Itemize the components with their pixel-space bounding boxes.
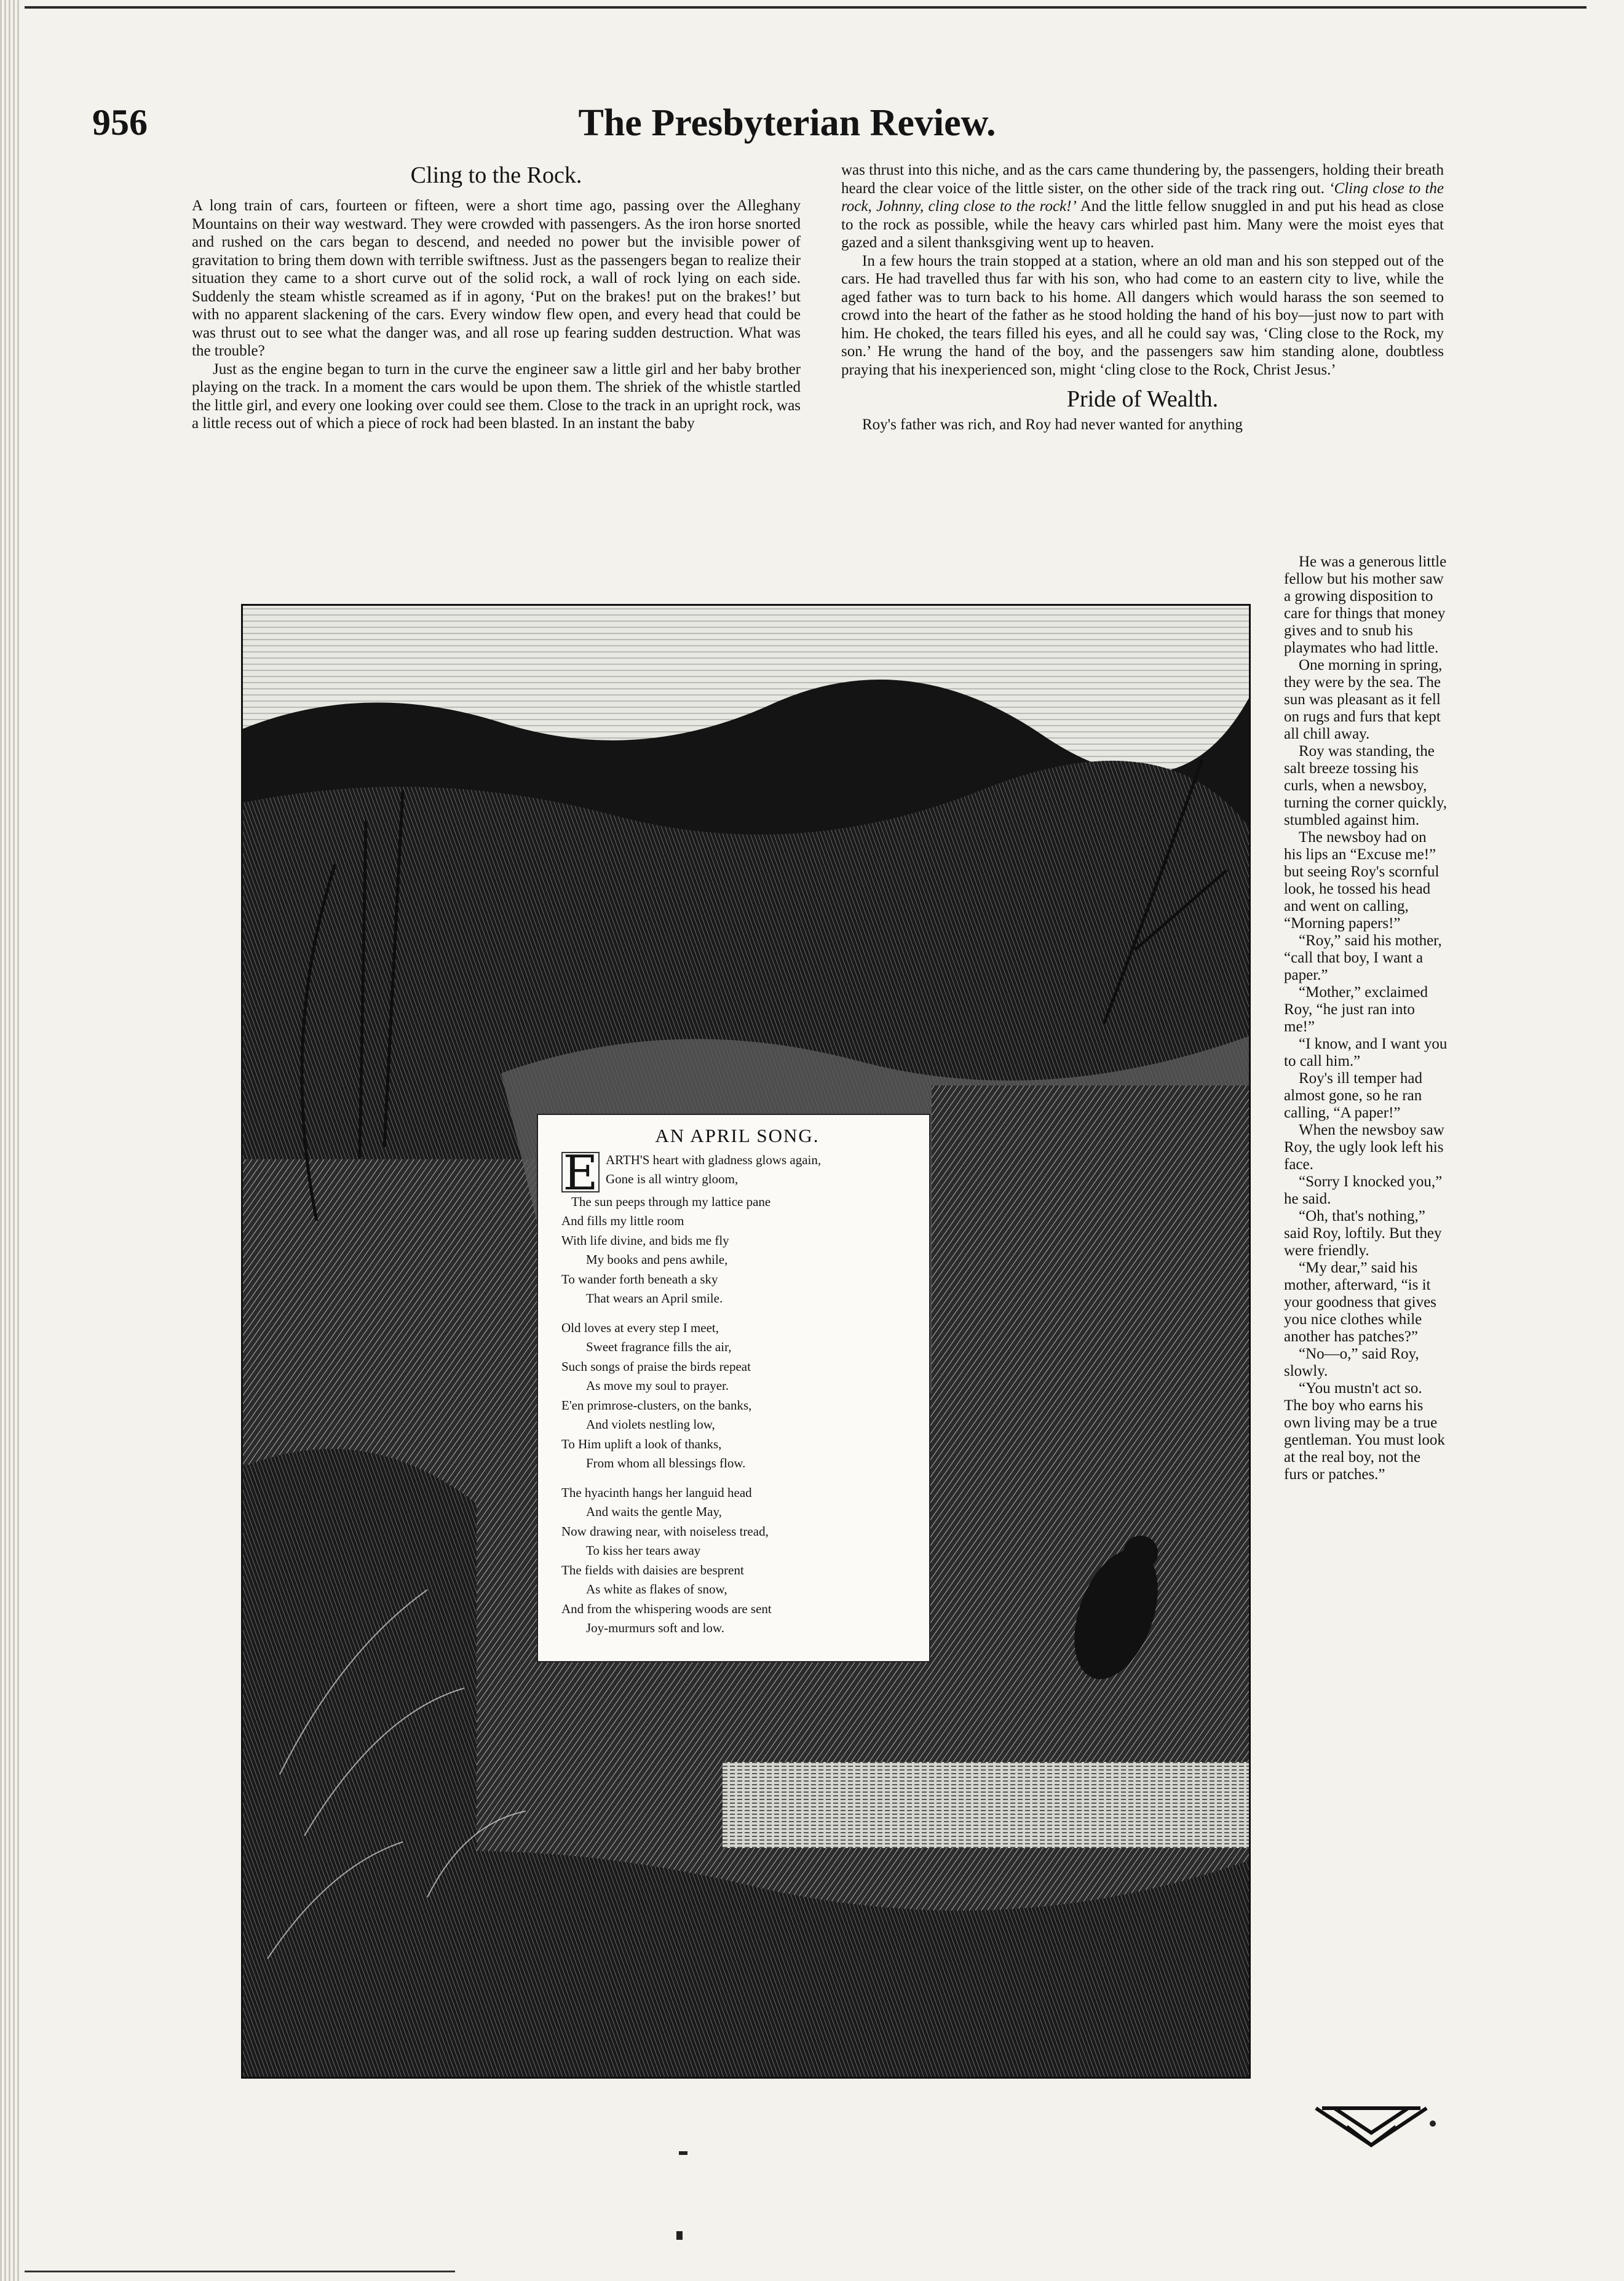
page-header: [92, 101, 1482, 157]
poem-line: And waits the gentle May,: [586, 1504, 722, 1519]
poem-line: To kiss her tears away: [586, 1543, 701, 1558]
poem-title: AN APRIL SONG.: [655, 1125, 820, 1146]
poem-line: Such songs of praise the birds repeat: [561, 1359, 751, 1374]
poem-line: The sun peeps through my lattice pane: [571, 1194, 771, 1209]
poem-line: My books and pens awhile,: [586, 1252, 728, 1267]
poem-line: To wander forth beneath a sky: [561, 1271, 718, 1287]
paragraph: “Roy,” said his mother, “call that boy, I want a paper.”: [1284, 932, 1442, 983]
decorative-ornament: [1310, 2102, 1433, 2151]
poem-line: As move my soul to prayer.: [586, 1378, 729, 1393]
printer-mark: [679, 2151, 687, 2155]
bottom-rule: [25, 2271, 455, 2272]
poem-line: And violets nestling low,: [586, 1417, 715, 1432]
paragraph: In a few hours the train stopped at a station, where an old man and his son stepped out of the cars. He had travelled thus far with his son, who had come to an eastern city to live, while the aged father was to turn back to his home. All dangers which would harass the son seemed to crowd into the heart of the father as he stood holding the hand of his boy—just now to part with him. He choked, the tears filled his eyes, and all he could say was, ‘Cling close to the Rock, my son.’ He wrung the hand of the boy, and the passengers saw him standing alone, doubtless praying that his inexperienced son, might ‘cling close to the Rock, Christ Jesus.’: [841, 252, 1444, 378]
poem-line: To Him uplift a look of thanks,: [561, 1436, 722, 1451]
poem-stanza-3: [561, 1483, 913, 1638]
article-cling-to-the-rock: [192, 161, 801, 433]
paragraph: A long train of cars, fourteen or fifteen, were a short time ago, passing over the Alleghany Mountains on their way westward. They were crowded with passengers. As the iron horse snorted and rushed on the cars began to descend, and needed no power but the invisible power of gravitation to bring them down with terrible swiftness. Just as the passengers began to realize their situation they came to a short curve out of the solid rock, a wall of rock lying on each side. Suddenly the steam whistle screamed as if in agony, ‘Put on the brakes! put on the brakes!’ but with no apparent slackening of the cars. Every window flew open, and every head that could be was thrust out to see what the danger was, and all rose up fearing sudden destruction. What was the trouble?: [192, 197, 801, 359]
poem-line: From whom all blessings flow.: [586, 1456, 746, 1470]
text-span: was thrust into this niche, and as the cars came thundering by, the passengers, holding their breath heard the clear voice of the little sister, on the other side of the track ring out.: [841, 162, 1444, 197]
paragraph: “Oh, that's nothing,” said Roy, loftily. But they were friendly.: [1284, 1208, 1442, 1259]
article-title-rock: Cling to the Rock.: [410, 162, 582, 188]
paragraph: “You mustn't act so. The boy who earns his own living may be a true gentleman. You must look at the real boy, not the furs or patches.”: [1284, 1380, 1445, 1483]
paragraph: Roy's father was rich, and Roy had never wanted for anything: [862, 416, 1243, 433]
poem-stanza-1: [561, 1151, 913, 1309]
paragraph: “Sorry I knocked you,” he said.: [1284, 1173, 1443, 1207]
poem-stanza-2: [561, 1319, 913, 1474]
poem-line: Now drawing near, with noiseless tread,: [561, 1523, 769, 1539]
top-rule: [25, 6, 1586, 9]
poem-first-line: [561, 1151, 913, 1192]
poem-line: E'en primrose-clusters, on the banks,: [561, 1397, 752, 1413]
page-binding-edge: [0, 0, 20, 2281]
poem-line: And fills my little room: [561, 1213, 684, 1228]
paragraph: “I know, and I want you to call him.”: [1284, 1036, 1448, 1069]
poem-line: The hyacinth hangs her languid head: [561, 1485, 752, 1500]
italic-quote: ‘Cling close to the rock, Johnny, cling close to the rock!’: [841, 180, 1444, 215]
paragraph: [841, 161, 1444, 252]
paragraph: He was a generous little fellow but his mother saw a growing disposition to care for things that money gives and to snub his playmates who had little.: [1284, 553, 1447, 656]
article-pride-of-wealth-column: [1284, 553, 1448, 1483]
ornament-dot: [1430, 2120, 1436, 2127]
paragraph: The newsboy had on his lips an “Excuse me!” but seeing Roy's scornful look, he tossed his head and went on calling, “Morning papers!”: [1284, 829, 1440, 932]
paragraph: Just as the engine began to turn in the curve the engineer saw a little girl and her baby brother playing on the track. In a moment the cars would be upon them. The shriek of the whistle startled the little girl, and every one looking over could see them. Close to the track in an upright rock, was a little recess out of which a piece of rock had been blasted. In an instant the baby: [192, 360, 801, 432]
poem-line: As white as flakes of snow,: [586, 1582, 727, 1597]
printer-mark: [676, 2231, 683, 2240]
paragraph: Roy's ill temper had almost gone, so he ran calling, “A paper!”: [1284, 1070, 1423, 1121]
paragraph: When the newsboy saw Roy, the ugly look left his face.: [1284, 1122, 1444, 1173]
poem-card-april-song: [537, 1114, 930, 1662]
poem-line: Gone is all wintry gloom,: [606, 1172, 739, 1186]
paragraph: One morning in spring, they were by the sea. The sun was pleasant as it fell on rugs and furs that kept all chill away.: [1284, 657, 1443, 742]
poem-line: ARTH'S heart with gladness glows again,: [606, 1152, 822, 1167]
text-span: And the little fellow snuggled in and put his head as close to the rock as possible, while the heavy cars whirled past him. Many were the moist eyes that gazed and a silent thanksgiving went up to heaven.: [841, 198, 1444, 251]
article-title-wealth: Pride of Wealth.: [1066, 386, 1219, 412]
poem-line: Joy-murmurs soft and low.: [586, 1621, 724, 1635]
drop-cap: E: [561, 1152, 600, 1192]
poem-line: That wears an April smile.: [586, 1291, 723, 1306]
paragraph: Roy was standing, the salt breeze tossing his curls, when a newsboy, turning the corner quickly, stumbled against him.: [1284, 743, 1447, 828]
poem-line: Sweet fragrance fills the air,: [586, 1339, 732, 1354]
paragraph: “No—o,” said Roy, slowly.: [1284, 1346, 1419, 1379]
poem-line: With life divine, and bids me fly: [561, 1232, 729, 1248]
page-number: 956: [92, 102, 148, 143]
paragraph: “Mother,” exclaimed Roy, “he just ran into me!”: [1284, 984, 1428, 1035]
article-continuation: [841, 161, 1444, 434]
poem-line: And from the whispering woods are sent: [561, 1601, 772, 1616]
poem-line: Old loves at every step I meet,: [561, 1320, 719, 1335]
journal-title: The Presbyterian Review.: [578, 102, 996, 144]
poem-line: The fields with daisies are besprent: [561, 1562, 744, 1577]
paragraph: “My dear,” said his mother, afterward, “is it your goodness that gives you nice clothes while another has patches?”: [1284, 1260, 1436, 1345]
